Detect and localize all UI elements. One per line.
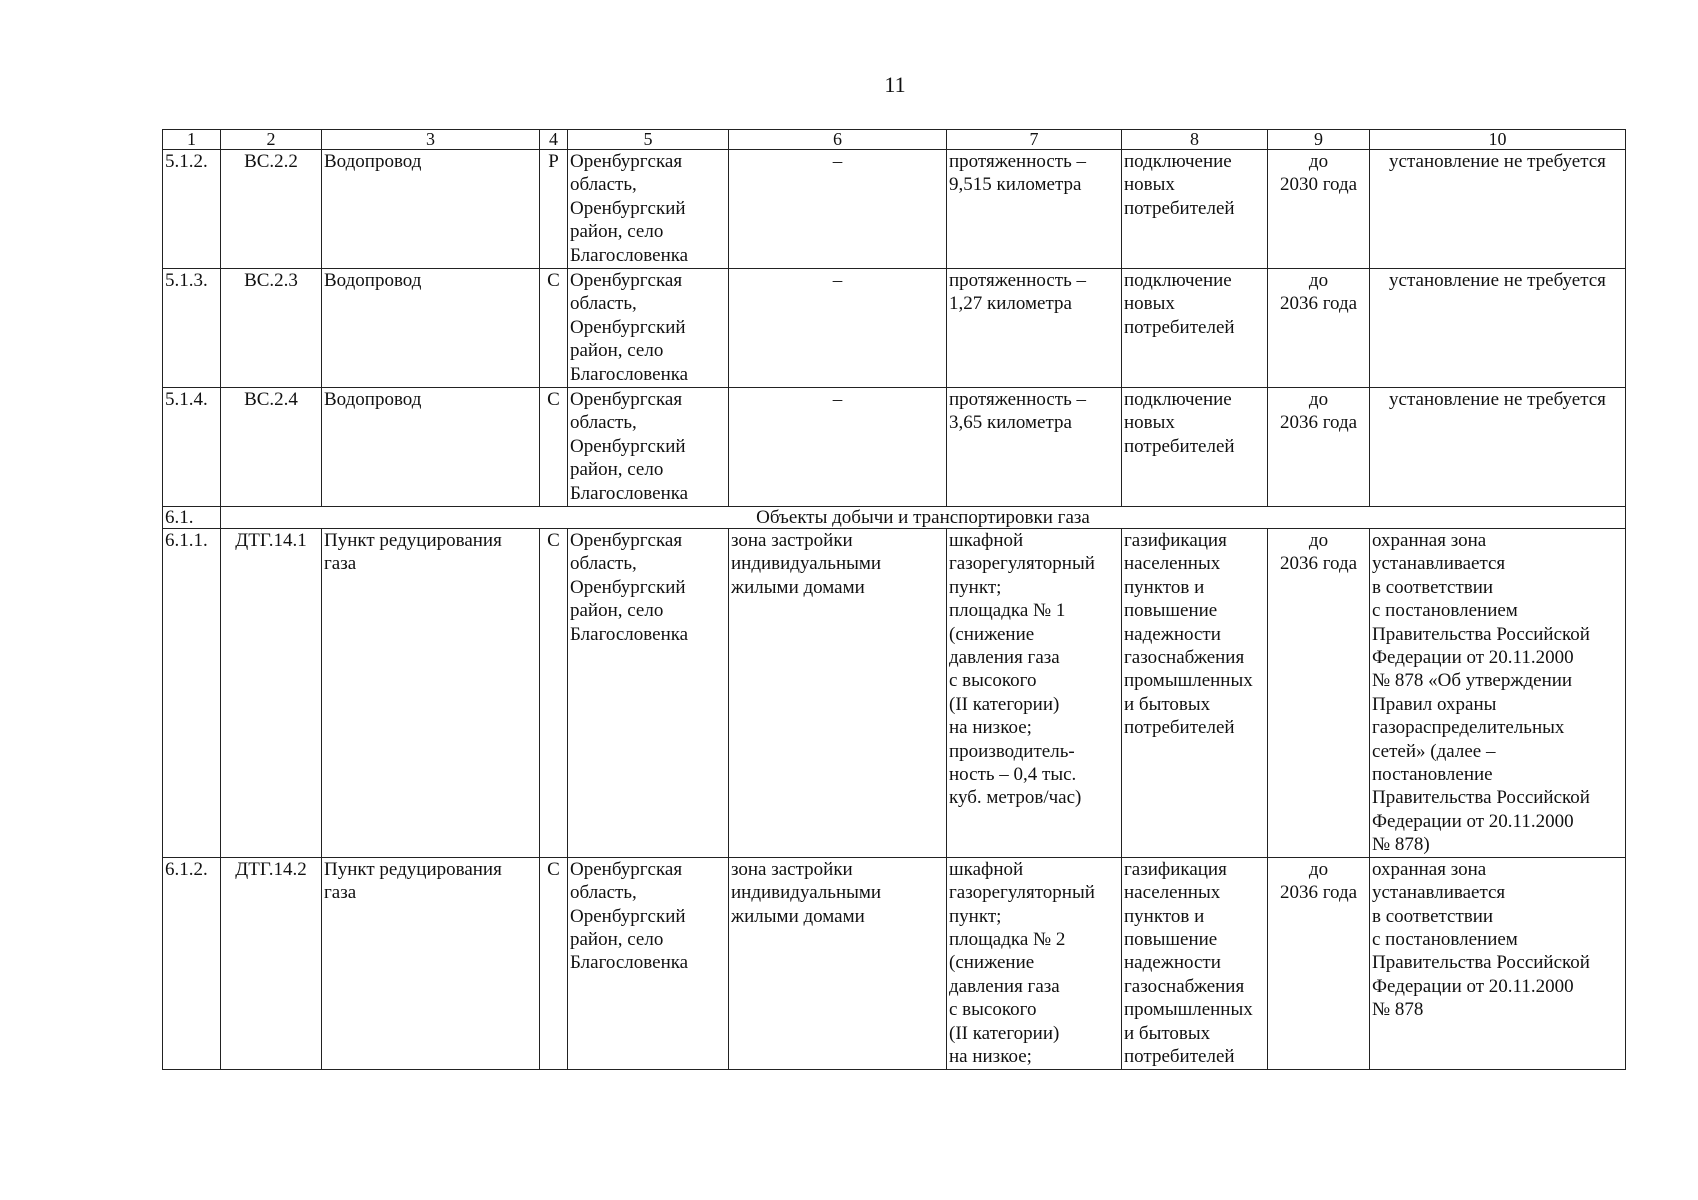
section-row [163, 507, 1626, 529]
object-status: С [540, 529, 568, 858]
object-term: до 2036 года [1268, 388, 1370, 507]
section-number: 6.1. [163, 507, 221, 529]
object-location: Оренбургская область, Оренбургский район, село Благословенка [568, 857, 729, 1069]
object-term: до 2036 года [1268, 269, 1370, 388]
object-purpose: газификация населенных пунктов и повышение надежности газоснабжения промышленных и бытовых потребителей [1122, 529, 1268, 858]
header-cell: 8 [1122, 130, 1268, 150]
row-number: 6.1.2. [163, 857, 221, 1069]
functional-zone: – [729, 150, 947, 269]
object-code: ВС.2.3 [221, 269, 322, 388]
object-name: Пункт редуцирования газа [322, 529, 540, 858]
header-cell: 5 [568, 130, 729, 150]
object-characteristics: шкафной газорегуляторный пункт; площадка № 1 (снижение давления газа с высокого (II категории) на низкое; производитель- ность – 0,4 тыс. куб. метров/час) [947, 529, 1122, 858]
object-purpose: подключение новых потребителей [1122, 150, 1268, 269]
objects-table [162, 129, 1626, 1070]
row-number: 5.1.2. [163, 150, 221, 269]
object-code: ВС.2.4 [221, 388, 322, 507]
header-cell: 2 [221, 130, 322, 150]
object-restriction: установление не требуется [1370, 388, 1626, 507]
table-row [163, 269, 1626, 388]
object-code: ВС.2.2 [221, 150, 322, 269]
object-term: до 2036 года [1268, 529, 1370, 858]
header-cell: 4 [540, 130, 568, 150]
object-name: Водопровод [322, 388, 540, 507]
header-cell: 7 [947, 130, 1122, 150]
functional-zone: – [729, 388, 947, 507]
object-location: Оренбургская область, Оренбургский район, село Благословенка [568, 529, 729, 858]
object-code: ДТГ.14.2 [221, 857, 322, 1069]
table-row [163, 529, 1626, 858]
object-restriction: установление не требуется [1370, 269, 1626, 388]
object-name: Пункт редуцирования газа [322, 857, 540, 1069]
object-status: С [540, 857, 568, 1069]
table-row [163, 150, 1626, 269]
object-restriction: охранная зона устанавливается в соответствии с постановлением Правительства Российской Федерации от 20.11.2000 № 878 «Об утверждении Правил охраны газораспределительных сетей» (далее – постановление Правительства Российской Федерации от 20.11.2000 № 878) [1370, 529, 1626, 858]
section-title: Объекты добычи и транспортировки газа [221, 507, 1626, 529]
object-purpose: газификация населенных пунктов и повышение надежности газоснабжения промышленных и бытовых потребителей [1122, 857, 1268, 1069]
header-row [163, 130, 1626, 150]
object-term: до 2036 года [1268, 857, 1370, 1069]
header-cell: 10 [1370, 130, 1626, 150]
object-characteristics: протяженность – 3,65 километра [947, 388, 1122, 507]
header-cell: 6 [729, 130, 947, 150]
object-location: Оренбургская область, Оренбургский район, село Благословенка [568, 388, 729, 507]
object-location: Оренбургская область, Оренбургский район, село Благословенка [568, 150, 729, 269]
functional-zone: зона застройки индивидуальными жилыми домами [729, 857, 947, 1069]
header-cell: 3 [322, 130, 540, 150]
row-number: 5.1.3. [163, 269, 221, 388]
object-purpose: подключение новых потребителей [1122, 388, 1268, 507]
object-code: ДТГ.14.1 [221, 529, 322, 858]
table-row [163, 388, 1626, 507]
object-characteristics: протяженность – 9,515 километра [947, 150, 1122, 269]
object-restriction: охранная зона устанавливается в соответствии с постановлением Правительства Российской Федерации от 20.11.2000 № 878 [1370, 857, 1626, 1069]
row-number: 6.1.1. [163, 529, 221, 858]
object-status: С [540, 388, 568, 507]
header-cell: 1 [163, 130, 221, 150]
page-number: 11 [884, 72, 906, 97]
object-status: Р [540, 150, 568, 269]
row-number: 5.1.4. [163, 388, 221, 507]
object-purpose: подключение новых потребителей [1122, 269, 1268, 388]
header-cell: 9 [1268, 130, 1370, 150]
object-term: до 2030 года [1268, 150, 1370, 269]
functional-zone: – [729, 269, 947, 388]
object-name: Водопровод [322, 269, 540, 388]
functional-zone: зона застройки индивидуальными жилыми домами [729, 529, 947, 858]
object-characteristics: протяженность – 1,27 километра [947, 269, 1122, 388]
object-name: Водопровод [322, 150, 540, 269]
object-characteristics: шкафной газорегуляторный пункт; площадка № 2 (снижение давления газа с высокого (II категории) на низкое; [947, 857, 1122, 1069]
object-status: С [540, 269, 568, 388]
object-restriction: установление не требуется [1370, 150, 1626, 269]
table-row [163, 857, 1626, 1069]
object-location: Оренбургская область, Оренбургский район, село Благословенка [568, 269, 729, 388]
